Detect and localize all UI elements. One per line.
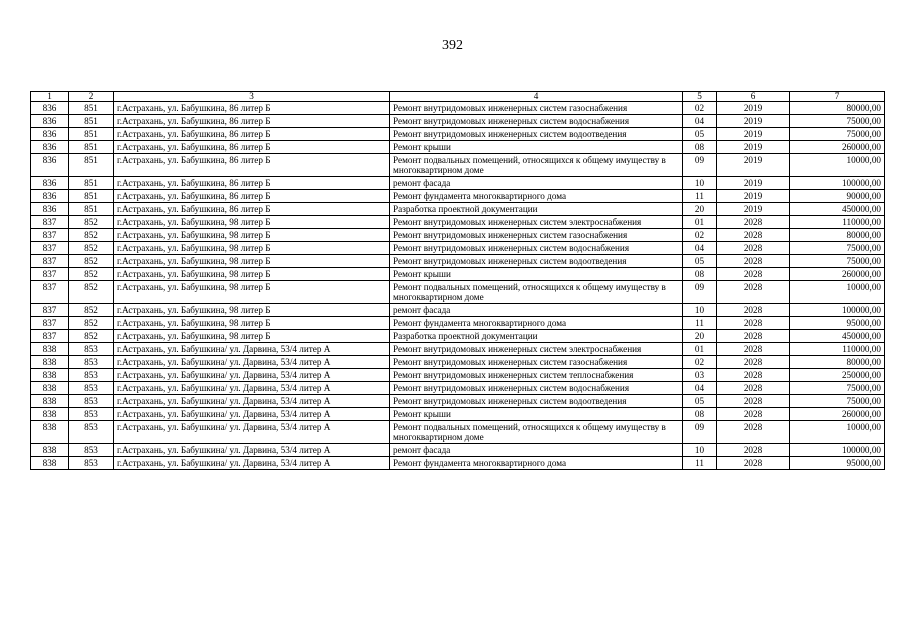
cell-number: 837 [31, 242, 69, 255]
cell-house-id: 852 [69, 242, 114, 255]
cell-year: 2028 [717, 255, 790, 268]
cell-work-type: Ремонт внутридомовых инженерных систем газоснабжения [390, 229, 683, 242]
cell-number: 837 [31, 268, 69, 281]
cell-address: г.Астрахань, ул. Бабушкина, 98 литер Б [114, 229, 390, 242]
cell-number: 836 [31, 177, 69, 190]
cell-work-type: Ремонт фундамента многоквартирного дома [390, 457, 683, 470]
cell-work-code: 01 [683, 216, 717, 229]
cell-address: г.Астрахань, ул. Бабушкина/ ул. Дарвина, 53/4 литер А [114, 343, 390, 356]
cell-address: г.Астрахань, ул. Бабушкина, 98 литер Б [114, 255, 390, 268]
cell-house-id: 852 [69, 281, 114, 304]
table-row [31, 330, 885, 343]
cell-cost: 100000,00 [790, 177, 885, 190]
table-row [31, 281, 885, 304]
cell-year: 2019 [717, 115, 790, 128]
cell-number: 838 [31, 382, 69, 395]
cell-address: г.Астрахань, ул. Бабушкина, 98 литер Б [114, 268, 390, 281]
cell-work-code: 11 [683, 317, 717, 330]
cell-year: 2028 [717, 216, 790, 229]
cell-number: 837 [31, 317, 69, 330]
cell-cost: 80000,00 [790, 229, 885, 242]
cell-address: г.Астрахань, ул. Бабушкина/ ул. Дарвина, 53/4 литер А [114, 395, 390, 408]
cell-number: 838 [31, 408, 69, 421]
cell-house-id: 851 [69, 128, 114, 141]
cell-year: 2028 [717, 444, 790, 457]
cell-work-code: 10 [683, 444, 717, 457]
cell-cost: 260000,00 [790, 408, 885, 421]
cell-number: 836 [31, 102, 69, 115]
table-row [31, 203, 885, 216]
cell-house-id: 853 [69, 382, 114, 395]
cell-cost: 75000,00 [790, 382, 885, 395]
cell-year: 2028 [717, 395, 790, 408]
column-header: 1 [31, 92, 69, 102]
cell-cost: 75000,00 [790, 115, 885, 128]
cell-cost: 450000,00 [790, 203, 885, 216]
cell-house-id: 851 [69, 102, 114, 115]
cell-work-code: 02 [683, 229, 717, 242]
cell-address: г.Астрахань, ул. Бабушкина/ ул. Дарвина, 53/4 литер А [114, 356, 390, 369]
cell-address: г.Астрахань, ул. Бабушкина, 98 литер Б [114, 304, 390, 317]
table-row [31, 102, 885, 115]
table-row [31, 128, 885, 141]
cell-work-type: Ремонт внутридомовых инженерных систем водоснабжения [390, 115, 683, 128]
cell-work-code: 20 [683, 203, 717, 216]
cell-work-type: Разработка проектной документации [390, 330, 683, 343]
table-row [31, 177, 885, 190]
cell-address: г.Астрахань, ул. Бабушкина, 86 литер Б [114, 128, 390, 141]
cell-number: 837 [31, 304, 69, 317]
cell-cost: 100000,00 [790, 444, 885, 457]
cell-year: 2028 [717, 229, 790, 242]
cell-number: 838 [31, 369, 69, 382]
cell-work-type: Разработка проектной документации [390, 203, 683, 216]
table-row [31, 317, 885, 330]
column-header: 6 [717, 92, 790, 102]
table-row [31, 356, 885, 369]
cell-number: 838 [31, 356, 69, 369]
cell-house-id: 853 [69, 356, 114, 369]
cell-address: г.Астрахань, ул. Бабушкина, 98 литер Б [114, 330, 390, 343]
cell-work-code: 11 [683, 190, 717, 203]
cell-house-id: 851 [69, 177, 114, 190]
cell-address: г.Астрахань, ул. Бабушкина/ ул. Дарвина, 53/4 литер А [114, 421, 390, 444]
cell-address: г.Астрахань, ул. Бабушкина/ ул. Дарвина, 53/4 литер А [114, 457, 390, 470]
cell-address: г.Астрахань, ул. Бабушкина, 86 литер Б [114, 102, 390, 115]
cell-year: 2028 [717, 343, 790, 356]
table-row [31, 255, 885, 268]
cell-address: г.Астрахань, ул. Бабушкина, 98 литер Б [114, 216, 390, 229]
cell-work-type: Ремонт внутридомовых инженерных систем газоснабжения [390, 356, 683, 369]
cell-number: 837 [31, 330, 69, 343]
cell-work-type: Ремонт подвальных помещений, относящихся к общему имуществу в многоквартирном доме [390, 281, 683, 304]
cell-work-code: 20 [683, 330, 717, 343]
cell-house-id: 852 [69, 330, 114, 343]
table-row [31, 154, 885, 177]
table-row [31, 141, 885, 154]
cell-number: 838 [31, 444, 69, 457]
cell-work-type: Ремонт внутридомовых инженерных систем электроснабжения [390, 216, 683, 229]
table-row [31, 444, 885, 457]
cell-cost: 75000,00 [790, 255, 885, 268]
cell-house-id: 852 [69, 229, 114, 242]
cell-address: г.Астрахань, ул. Бабушкина/ ул. Дарвина, 53/4 литер А [114, 408, 390, 421]
cell-work-code: 09 [683, 421, 717, 444]
cell-cost: 95000,00 [790, 317, 885, 330]
cell-work-type: Ремонт внутридомовых инженерных систем теплоснабжения [390, 369, 683, 382]
cell-house-id: 853 [69, 395, 114, 408]
cell-address: г.Астрахань, ул. Бабушкина, 86 литер Б [114, 154, 390, 177]
column-header: 7 [790, 92, 885, 102]
cell-house-id: 851 [69, 190, 114, 203]
cell-cost: 80000,00 [790, 356, 885, 369]
cell-work-code: 05 [683, 395, 717, 408]
cell-work-type: Ремонт фундамента многоквартирного дома [390, 190, 683, 203]
cell-year: 2019 [717, 203, 790, 216]
cell-work-type: Ремонт внутридомовых инженерных систем водоотведения [390, 395, 683, 408]
cell-work-type: ремонт фасада [390, 177, 683, 190]
cell-work-code: 10 [683, 304, 717, 317]
cell-number: 838 [31, 343, 69, 356]
cell-work-code: 02 [683, 102, 717, 115]
cell-work-type: Ремонт подвальных помещений, относящихся к общему имуществу в многоквартирном доме [390, 154, 683, 177]
cell-house-id: 853 [69, 343, 114, 356]
cell-address: г.Астрахань, ул. Бабушкина/ ул. Дарвина, 53/4 литер А [114, 382, 390, 395]
cell-house-id: 853 [69, 369, 114, 382]
table-row [31, 115, 885, 128]
table-body [31, 92, 885, 470]
cell-cost: 10000,00 [790, 154, 885, 177]
cell-year: 2019 [717, 190, 790, 203]
cell-address: г.Астрахань, ул. Бабушкина/ ул. Дарвина, 53/4 литер А [114, 369, 390, 382]
cell-cost: 95000,00 [790, 457, 885, 470]
cell-cost: 75000,00 [790, 242, 885, 255]
cell-cost: 75000,00 [790, 395, 885, 408]
cell-house-id: 852 [69, 255, 114, 268]
table-row [31, 395, 885, 408]
cell-year: 2028 [717, 304, 790, 317]
cell-address: г.Астрахань, ул. Бабушкина, 98 литер Б [114, 242, 390, 255]
cell-work-type: Ремонт внутридомовых инженерных систем водоотведения [390, 255, 683, 268]
table-row [31, 421, 885, 444]
cell-work-code: 01 [683, 343, 717, 356]
cell-year: 2028 [717, 457, 790, 470]
cell-house-id: 851 [69, 115, 114, 128]
cell-year: 2019 [717, 128, 790, 141]
cell-cost: 450000,00 [790, 330, 885, 343]
cell-work-type: Ремонт внутридомовых инженерных систем водоснабжения [390, 382, 683, 395]
cell-number: 837 [31, 216, 69, 229]
cell-year: 2028 [717, 356, 790, 369]
table-row [31, 382, 885, 395]
cell-work-type: Ремонт внутридомовых инженерных систем газоснабжения [390, 102, 683, 115]
cell-work-code: 09 [683, 281, 717, 304]
cell-house-id: 852 [69, 317, 114, 330]
column-header: 3 [114, 92, 390, 102]
table-row [31, 190, 885, 203]
table-row [31, 457, 885, 470]
cell-cost: 110000,00 [790, 216, 885, 229]
cell-cost: 100000,00 [790, 304, 885, 317]
cell-house-id: 852 [69, 216, 114, 229]
cell-number: 838 [31, 421, 69, 444]
cell-work-code: 04 [683, 242, 717, 255]
cell-address: г.Астрахань, ул. Бабушкина/ ул. Дарвина, 53/4 литер А [114, 444, 390, 457]
page-number: 392 [442, 38, 463, 53]
table-row [31, 408, 885, 421]
cell-cost: 80000,00 [790, 102, 885, 115]
cell-work-type: Ремонт крыши [390, 408, 683, 421]
cell-work-code: 11 [683, 457, 717, 470]
cell-address: г.Астрахань, ул. Бабушкина, 86 литер Б [114, 141, 390, 154]
cell-work-code: 04 [683, 382, 717, 395]
cell-year: 2028 [717, 242, 790, 255]
cell-address: г.Астрахань, ул. Бабушкина, 98 литер Б [114, 317, 390, 330]
cell-work-type: Ремонт фундамента многоквартирного дома [390, 317, 683, 330]
cell-number: 836 [31, 141, 69, 154]
cell-work-code: 05 [683, 255, 717, 268]
cell-number: 836 [31, 190, 69, 203]
cell-address: г.Астрахань, ул. Бабушкина, 86 литер Б [114, 115, 390, 128]
column-header: 2 [69, 92, 114, 102]
table-row [31, 343, 885, 356]
cell-work-type: Ремонт внутридомовых инженерных систем электроснабжения [390, 343, 683, 356]
cell-year: 2019 [717, 102, 790, 115]
cell-work-code: 09 [683, 154, 717, 177]
cell-year: 2028 [717, 369, 790, 382]
table-row [31, 268, 885, 281]
cell-year: 2019 [717, 177, 790, 190]
works-table [30, 91, 885, 470]
cell-address: г.Астрахань, ул. Бабушкина, 86 литер Б [114, 177, 390, 190]
cell-number: 837 [31, 255, 69, 268]
cell-address: г.Астрахань, ул. Бабушкина, 98 литер Б [114, 281, 390, 304]
cell-year: 2028 [717, 317, 790, 330]
table-header-row [31, 92, 885, 102]
cell-work-type: Ремонт внутридомовых инженерных систем водоснабжения [390, 242, 683, 255]
cell-number: 838 [31, 457, 69, 470]
table-row [31, 369, 885, 382]
cell-work-code: 08 [683, 408, 717, 421]
cell-cost: 75000,00 [790, 128, 885, 141]
cell-work-type: Ремонт крыши [390, 268, 683, 281]
cell-number: 836 [31, 115, 69, 128]
cell-work-code: 08 [683, 141, 717, 154]
cell-house-id: 851 [69, 154, 114, 177]
cell-house-id: 853 [69, 444, 114, 457]
cell-year: 2019 [717, 141, 790, 154]
cell-cost: 110000,00 [790, 343, 885, 356]
cell-house-id: 853 [69, 408, 114, 421]
cell-house-id: 852 [69, 268, 114, 281]
table-row [31, 229, 885, 242]
cell-number: 837 [31, 281, 69, 304]
cell-number: 836 [31, 128, 69, 141]
cell-cost: 260000,00 [790, 141, 885, 154]
cell-house-id: 852 [69, 304, 114, 317]
cell-work-code: 02 [683, 356, 717, 369]
cell-work-code: 05 [683, 128, 717, 141]
cell-address: г.Астрахань, ул. Бабушкина, 86 литер Б [114, 190, 390, 203]
cell-work-code: 03 [683, 369, 717, 382]
column-header: 4 [390, 92, 683, 102]
cell-house-id: 851 [69, 203, 114, 216]
cell-work-code: 10 [683, 177, 717, 190]
cell-cost: 10000,00 [790, 421, 885, 444]
cell-year: 2028 [717, 382, 790, 395]
column-header: 5 [683, 92, 717, 102]
cell-work-code: 08 [683, 268, 717, 281]
cell-number: 837 [31, 229, 69, 242]
cell-address: г.Астрахань, ул. Бабушкина, 86 литер Б [114, 203, 390, 216]
cell-year: 2028 [717, 281, 790, 304]
cell-number: 836 [31, 203, 69, 216]
cell-house-id: 851 [69, 141, 114, 154]
cell-work-type: ремонт фасада [390, 444, 683, 457]
cell-number: 838 [31, 395, 69, 408]
cell-house-id: 853 [69, 421, 114, 444]
cell-work-type: Ремонт подвальных помещений, относящихся к общему имуществу в многоквартирном доме [390, 421, 683, 444]
cell-work-type: Ремонт внутридомовых инженерных систем водоотведения [390, 128, 683, 141]
cell-house-id: 853 [69, 457, 114, 470]
cell-year: 2019 [717, 154, 790, 177]
cell-cost: 260000,00 [790, 268, 885, 281]
cell-work-type: ремонт фасада [390, 304, 683, 317]
cell-cost: 10000,00 [790, 281, 885, 304]
table-row [31, 216, 885, 229]
cell-year: 2028 [717, 268, 790, 281]
cell-year: 2028 [717, 330, 790, 343]
cell-year: 2028 [717, 408, 790, 421]
cell-work-code: 04 [683, 115, 717, 128]
cell-cost: 90000,00 [790, 190, 885, 203]
cell-work-type: Ремонт крыши [390, 141, 683, 154]
cell-number: 836 [31, 154, 69, 177]
table-row [31, 304, 885, 317]
table-row [31, 242, 885, 255]
cell-year: 2028 [717, 421, 790, 444]
cell-cost: 250000,00 [790, 369, 885, 382]
